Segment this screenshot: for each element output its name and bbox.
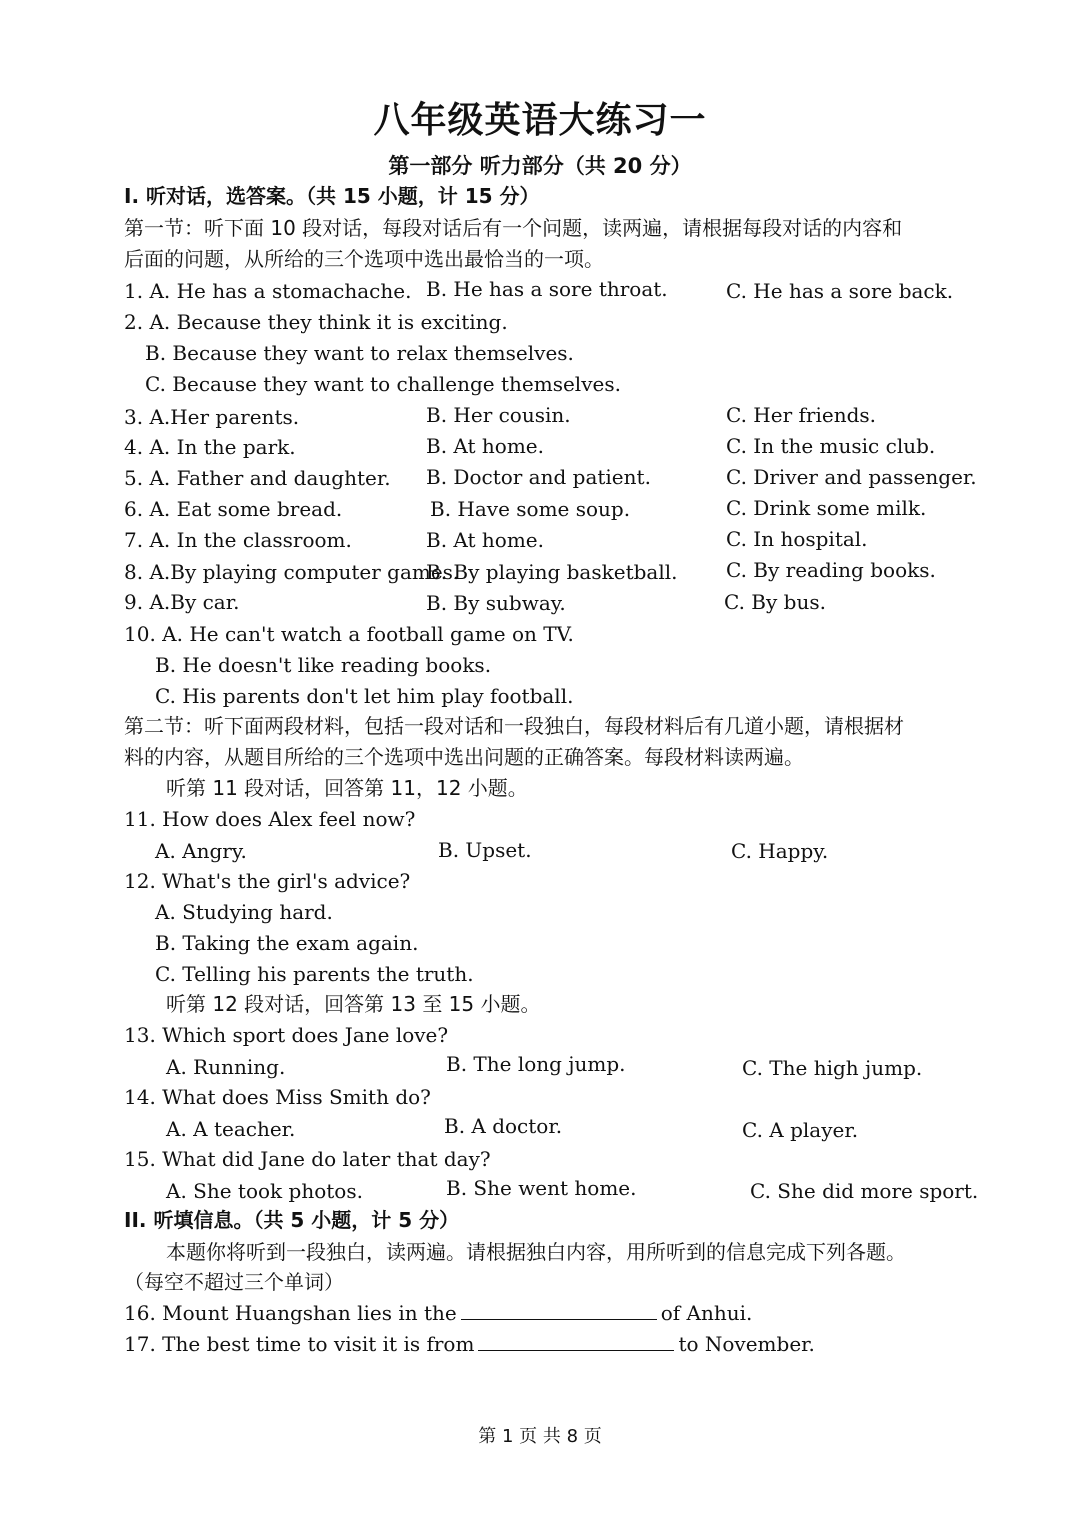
q15-stem: 15. What did Jane do later that day? bbox=[124, 1147, 491, 1171]
q10-option-c: C. His parents don't let him play football. bbox=[155, 684, 574, 708]
q14-option-a: A. A teacher. bbox=[166, 1117, 296, 1141]
q2-option-a: 2. A. Because they think it is exciting. bbox=[124, 310, 508, 334]
q16-text-before: 16. Mount Huangshan lies in the bbox=[124, 1301, 457, 1325]
q15-option-c: C. She did more sport. bbox=[750, 1179, 979, 1203]
q4-option-a: 4. A. In the park. bbox=[124, 435, 296, 459]
q1-option-c: C. He has a sore back. bbox=[726, 279, 954, 303]
q4-option-c: C. In the music club. bbox=[726, 434, 936, 458]
q14-option-b: B. A doctor. bbox=[444, 1114, 563, 1138]
q11-option-a: A. Angry. bbox=[155, 839, 247, 863]
q13-option-b: B. The long jump. bbox=[446, 1052, 626, 1076]
q10-option-b: B. He doesn't like reading books. bbox=[155, 653, 492, 677]
q1-option-a: 1. A. He has a stomachache. bbox=[124, 279, 412, 303]
q17-line bbox=[124, 1332, 815, 1356]
q5-option-a: 5. A. Father and daughter. bbox=[124, 466, 391, 490]
q11-option-c: C. Happy. bbox=[731, 839, 829, 863]
q8-option-b: B. By playing basketball. bbox=[426, 560, 678, 584]
q6-option-a: 6. A. Eat some bread. bbox=[124, 497, 343, 521]
q14-option-c: C. A player. bbox=[742, 1118, 859, 1142]
q17-text-after: to November. bbox=[678, 1332, 815, 1356]
q15-option-b: B. She went home. bbox=[446, 1176, 637, 1200]
q11-stem: 11. How does Alex feel now? bbox=[124, 807, 416, 831]
q7-option-c: C. In hospital. bbox=[726, 527, 868, 551]
q10-option-a: 10. A. He can't watch a football game on TV. bbox=[124, 622, 574, 646]
q3-option-c: C. Her friends. bbox=[726, 403, 876, 427]
q16-blank[interactable] bbox=[461, 1301, 657, 1320]
q17-blank[interactable] bbox=[478, 1332, 674, 1351]
q12-option-a: A. Studying hard. bbox=[155, 900, 333, 924]
q5-option-b: B. Doctor and patient. bbox=[426, 465, 651, 489]
listen-instruction-12: 听第 12 段对话，回答第 13 至 15 小题。 bbox=[166, 992, 541, 1016]
section1-intro-line2: 后面的问题，从所给的三个选项中选出最恰当的一项。 bbox=[124, 247, 604, 271]
q3-option-b: B. Her cousin. bbox=[426, 403, 571, 427]
page-title: 八年级英语大练习一 bbox=[373, 100, 707, 141]
section2-intro-line1: 本题你将听到一段独白，读两遍。请根据独白内容，用所听到的信息完成下列各题。 bbox=[166, 1240, 906, 1264]
q8-option-c: C. By reading books. bbox=[726, 558, 936, 582]
q4-option-b: B. At home. bbox=[426, 434, 544, 458]
q7-option-b: B. At home. bbox=[426, 528, 544, 552]
q13-stem: 13. Which sport does Jane love? bbox=[124, 1023, 449, 1047]
q7-option-a: 7. A. In the classroom. bbox=[124, 528, 352, 552]
q9-option-b: B. By subway. bbox=[426, 591, 566, 615]
q16-line bbox=[124, 1301, 752, 1325]
q9-option-c: C. By bus. bbox=[724, 590, 826, 614]
section1-part2-intro-line2: 料的内容，从题目所给的三个选项中选出问题的正确答案。每段材料读两遍。 bbox=[124, 745, 804, 769]
section2-intro-line2: （每空不超过三个单词） bbox=[124, 1270, 344, 1294]
q15-option-a: A. She took photos. bbox=[166, 1179, 363, 1203]
q13-option-a: A. Running. bbox=[166, 1055, 286, 1079]
q9-option-a: 9. A.By car. bbox=[124, 590, 240, 614]
q11-option-b: B. Upset. bbox=[438, 838, 532, 862]
q2-option-b: B. Because they want to relax themselves. bbox=[145, 341, 574, 365]
section1-part2-intro-line1: 第二节：听下面两段材料，包括一段对话和一段独白，每段材料后有几道小题，请根据材 bbox=[124, 714, 904, 738]
q12-stem: 12. What's the girl's advice? bbox=[124, 869, 411, 893]
q3-option-a: 3. A.Her parents. bbox=[124, 405, 300, 429]
q6-option-c: C. Drink some milk. bbox=[726, 496, 927, 520]
q6-option-b: B. Have some soup. bbox=[430, 497, 631, 521]
part-one-title: 第一部分 听力部分（共 20 分） bbox=[388, 154, 692, 178]
page-number-footer: 第 1 页 共 8 页 bbox=[478, 1426, 602, 1447]
q17-text-before: 17. The best time to visit it is from bbox=[124, 1332, 475, 1356]
q16-text-after: of Anhui. bbox=[660, 1301, 753, 1325]
q13-option-c: C. The high jump. bbox=[742, 1056, 923, 1080]
q14-stem: 14. What does Miss Smith do? bbox=[124, 1085, 431, 1109]
listen-instruction-11: 听第 11 段对话，回答第 11，12 小题。 bbox=[166, 776, 528, 800]
section1-intro-line1: 第一节：听下面 10 段对话，每段对话后有一个问题，读两遍，请根据每段对话的内容和 bbox=[124, 216, 903, 240]
q5-option-c: C. Driver and passenger. bbox=[726, 465, 977, 489]
q2-option-c: C. Because they want to challenge themselves. bbox=[145, 372, 621, 396]
section2-heading: II. 听填信息。（共 5 小题，计 5 分） bbox=[124, 1208, 460, 1232]
q8-option-a: 8. A.By playing computer games. bbox=[124, 560, 460, 584]
q1-option-b: B. He has a sore throat. bbox=[426, 277, 668, 301]
q12-option-b: B. Taking the exam again. bbox=[155, 931, 419, 955]
section1-heading: I. 听对话，选答案。（共 15 小题，计 15 分） bbox=[124, 184, 540, 208]
q12-option-c: C. Telling his parents the truth. bbox=[155, 962, 474, 986]
